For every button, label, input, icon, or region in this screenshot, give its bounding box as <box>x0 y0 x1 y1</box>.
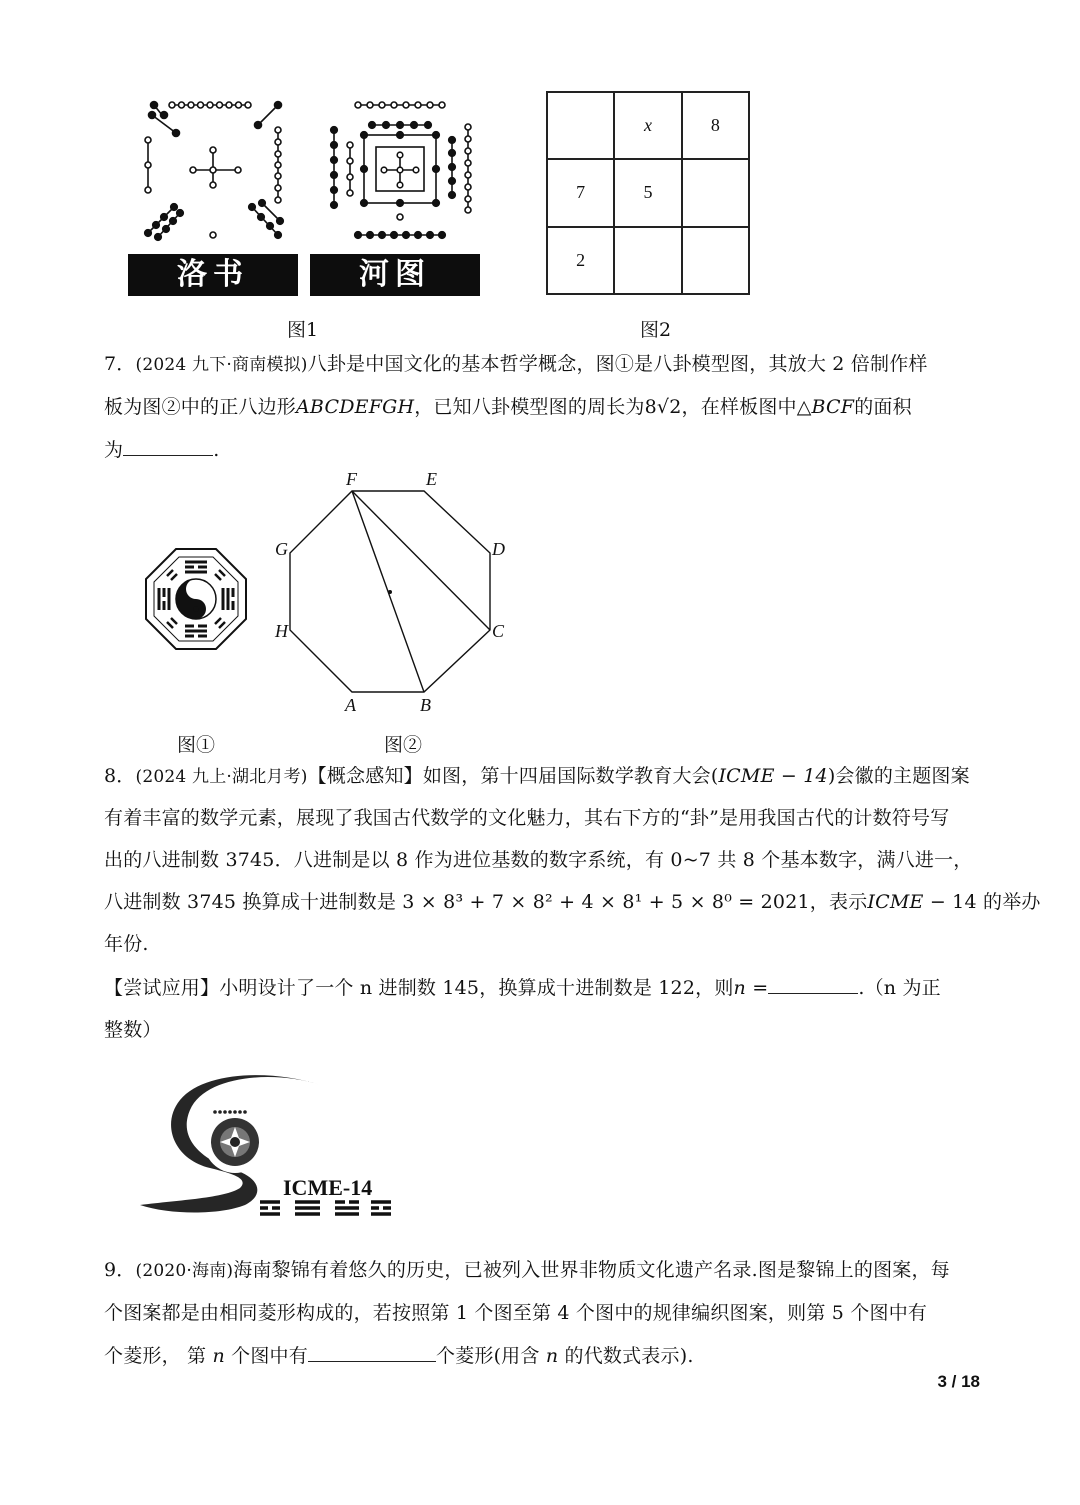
q9-line-2: 个图案都是由相同菱形构成的，若按照第 1 个图至第 4 个图中的规律编织图案，则第 5 个图中有 <box>104 1302 928 1324</box>
vertex-label-e: E <box>426 469 437 489</box>
q9-answer-blank[interactable] <box>308 1343 436 1362</box>
q8-answer-blank[interactable] <box>768 975 858 994</box>
q7-text: 八卦是中国文化的基本哲学概念，图①是八卦模型图，其放大 2 倍制作样 <box>307 353 928 375</box>
q9-source: (2020·海南) <box>135 1261 234 1281</box>
q7-number: 7． <box>104 353 136 375</box>
q7-text: ，在样板图中△ <box>681 396 812 418</box>
q9-text: 海南黎锦有着悠久的历史，已被列入世界非物质文化遗产名录.图是黎锦上的图案，每 <box>233 1259 950 1281</box>
vertex-label-a: A <box>345 695 356 715</box>
octagon-diagram <box>270 465 520 720</box>
luoshu-banner: 洛书 <box>128 254 298 296</box>
q7-line-3 <box>104 436 219 464</box>
q7-source: (2024 九下·商南模拟) <box>135 355 308 375</box>
octagon-name: ABCDEFGH <box>296 396 415 418</box>
icme-logo <box>135 1070 395 1220</box>
fig2-caption: 图2 <box>640 319 672 341</box>
q8-line-6 <box>104 974 941 1002</box>
q8-source: (2024 九上·湖北月考) <box>135 767 308 787</box>
q8-text: )会徽的主题图案 <box>827 765 970 787</box>
magic-square-grid <box>546 91 750 295</box>
q7-text: 板为图②中的正八边形 <box>104 396 297 418</box>
grid-cell: 8 <box>682 92 749 159</box>
q8-math: n <box>733 977 746 999</box>
q7-line-2 <box>104 393 912 421</box>
q8-line-2: 有着丰富的数学元素，展现了我国古代数学的文化魅力，其右下方的“卦”是用我国古代的计数符号写 <box>104 807 950 829</box>
q8-line-5: 年份. <box>104 933 149 955</box>
q8-number: 8． <box>104 765 136 787</box>
q8-text: 【尝试应用】小明设计了一个 n 进制数 145，换算成十进制数是 122，则 <box>104 977 734 999</box>
grid-cell: 5 <box>614 159 681 226</box>
grid-cell: 7 <box>547 159 614 226</box>
grid-cell <box>547 92 614 159</box>
q8-math: ICME − 14 <box>718 765 828 787</box>
luoshu-diagram <box>130 95 300 245</box>
grid-cell <box>614 227 681 294</box>
grid-cell: 2 <box>547 227 614 294</box>
q9-line-1 <box>104 1256 950 1285</box>
q9-text: 个菱形， 第 <box>104 1345 213 1367</box>
vertex-label-b: B <box>420 695 431 715</box>
vertex-label-c: C <box>492 621 505 641</box>
q8-line-4 <box>104 888 1041 916</box>
q7-text: ，已知八卦模型图的周长为 <box>414 396 645 418</box>
q8-text: 八进制数 3745 换算成十进制数是 3 × 8³ + 7 × 8² + 4 × 8¹ + 5 × 8⁰ = 2021，表示 <box>104 891 868 913</box>
grid-cell <box>682 227 749 294</box>
q8-text: .（n 为正 <box>858 977 941 999</box>
q7-text: 的面积 <box>854 396 912 418</box>
q8-text: 【概念感知】如图，第十四届国际数学教育大会( <box>307 765 719 787</box>
q9-number: 9． <box>104 1259 136 1281</box>
q9-math: n <box>212 1345 225 1367</box>
q9-text: 个图中有 <box>224 1345 308 1367</box>
grid-cell: x <box>614 92 681 159</box>
q7-answer-blank[interactable] <box>123 437 213 456</box>
q9-math: n <box>545 1345 559 1367</box>
q9-text: 个菱形(用含 <box>435 1345 546 1367</box>
fig-caption-1: 图① <box>177 734 216 756</box>
q7-line-1 <box>104 350 928 379</box>
bagua-diagram <box>143 546 249 652</box>
hetu-banner: 河图 <box>310 254 480 296</box>
q8-line-7: 整数） <box>104 1019 162 1041</box>
perimeter-value: 8√2 <box>644 396 682 418</box>
vertex-label-g: G <box>275 539 288 559</box>
q8-text: = <box>745 977 769 999</box>
q9-text: 的代数式表示). <box>558 1345 694 1367</box>
fig-caption-2: 图② <box>384 734 423 756</box>
fig1-caption: 图1 <box>287 319 319 341</box>
logo-text: ICME-14 <box>283 1175 373 1200</box>
q8-line-3: 出的八进制数 3745．八进制是以 8 作为进位基数的数字系统，有 0~7 共 8 个基本数字，满八进一， <box>104 849 973 871</box>
q7-text: 为 <box>104 439 124 461</box>
q8-line-1 <box>104 762 970 791</box>
q8-math: ICME <box>867 891 924 913</box>
hetu-diagram <box>322 95 482 245</box>
grid-cell <box>682 159 749 226</box>
vertex-label-d: D <box>492 539 505 559</box>
q8-text: − 14 的举办 <box>923 891 1041 913</box>
q7-text: . <box>213 439 220 461</box>
vertex-label-h: H <box>275 621 288 641</box>
page-number: 3 / 18 <box>937 1372 980 1391</box>
q9-line-3 <box>104 1342 694 1370</box>
triangle-name: BCF <box>811 396 855 418</box>
vertex-label-f: F <box>346 469 357 489</box>
